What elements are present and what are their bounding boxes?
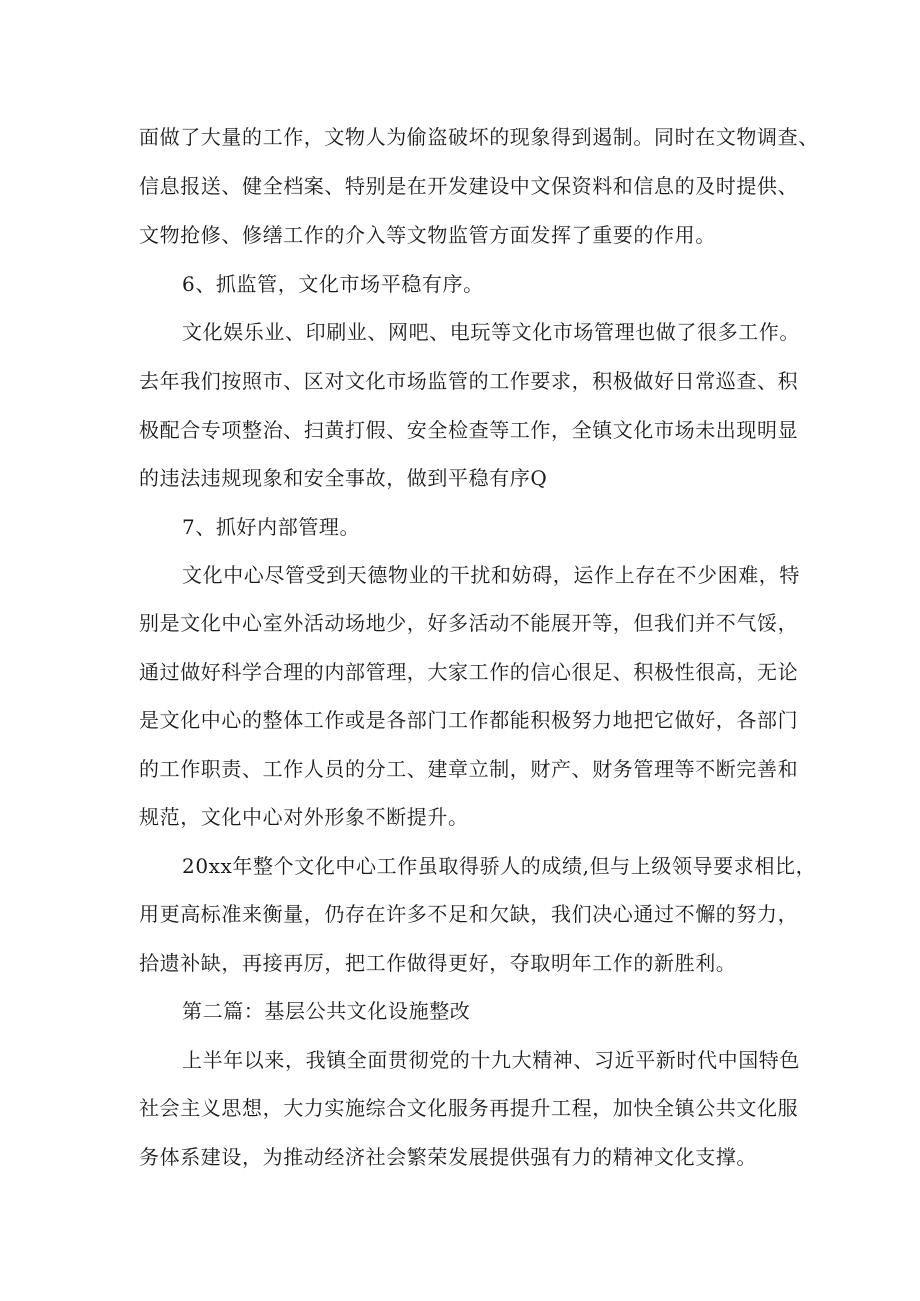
body-text-line: 通过做好科学合理的内部管理，大家工作的信心很足、积极性很高，无论 [139,660,799,684]
body-text-line: 去年我们按照市、区对文化市场监管的工作要求，积极做好日常巡查、积 [139,369,799,393]
section-heading: 7、抓好内部管理。 [182,515,361,539]
body-text-line: 极配合专项整治、扫黄打假、安全检查等工作，全镇文化市场未出现明显 [139,418,799,442]
body-text-line: 拾遗补缺，再接再厉，把工作做得更好，夺取明年工作的新胜利。 [139,951,737,975]
body-text-line: 上半年以来，我镇全面贯彻党的十九大精神、习近平新时代中国特色 [182,1048,800,1072]
body-text-line: 文化娱乐业、印刷业、网吧、电玩等文化市场管理也做了很多工作。 [182,320,800,344]
body-text-line: 20xx年整个文化中心工作虽取得骄人的成绩,但与上级领导要求相比， [182,854,817,878]
body-text-line: 的工作职责、工作人员的分工、建章立制，财产、财务管理等不断完善和 [139,757,799,781]
body-text-line: 别是文化中心室外活动场地少，好多活动不能展开等，但我们并不气馁， [139,611,799,635]
section-heading: 第二篇：基层公共文化设施整改 [182,999,471,1023]
section-heading: 6、抓监管，文化市场平稳有序。 [182,272,484,296]
body-text-line: 规范，文化中心对外形象不断提升。 [139,805,469,829]
body-text-line: 文化中心尽管受到天德物业的干扰和妨碍，运作上存在不少困难，特 [182,563,800,587]
body-text-line: 是文化中心的整体工作或是各部门工作都能积极努力地把它做好，各部门 [139,708,799,732]
body-text-line: 信息报送、健全档案、特别是在开发建设中文保资料和信息的及时提供、 [139,174,799,198]
body-text-line: 用更高标准来衡量，仍存在许多不足和欠缺，我们决心通过不懈的努力， [139,902,799,926]
body-text-line: 社会主义思想，大力实施综合文化服务再提升工程，加快全镇公共文化服 [139,1096,799,1120]
body-text-line: 文物抢修、修缮工作的介入等文物监管方面发挥了重要的作用。 [139,223,716,247]
body-text-line: 面做了大量的工作，文物人为偷盗破坏的现象得到遏制。同时在文物调查、 [139,125,819,149]
body-text-line: 务体系建设，为推动经济社会繁荣发展提供强有力的精神文化支撑。 [139,1145,757,1169]
body-text-line: 的违法违规现象和安全事故，做到平稳有序Q [139,466,548,490]
